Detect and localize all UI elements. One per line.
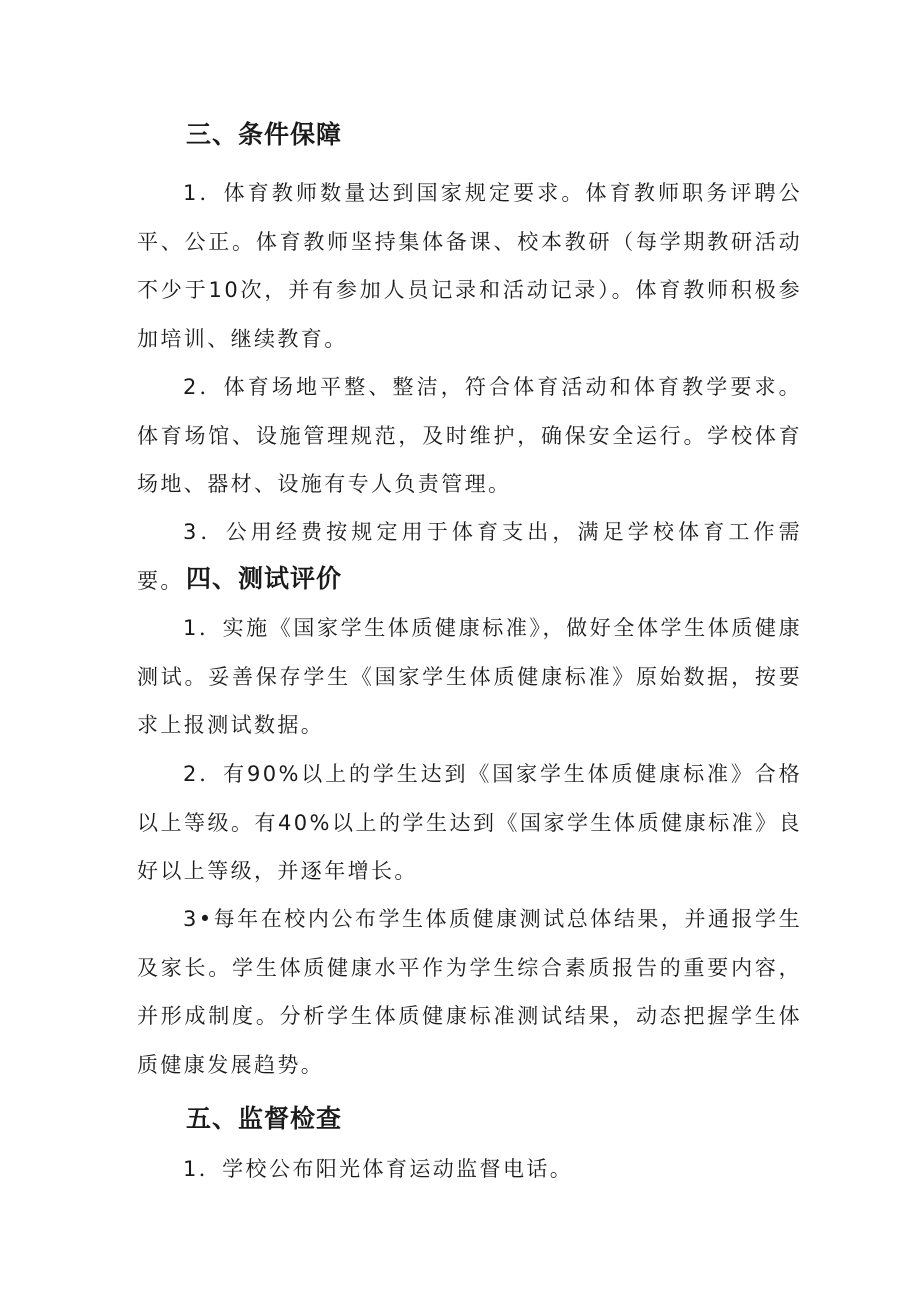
section-heading-testing: 四、测试评价 (186, 564, 343, 593)
paragraph-hotline: 1．学校公布阳光体育运动监督电话。 (183, 1157, 574, 1181)
paragraph-pass-rate: 2．有90%以上的学生达到《国家学生体质健康标准》合格以上等级。有40%以上的学生达到《国家学生体质健康标准》良好以上等级，并逐年增长。 (137, 762, 802, 883)
paragraph-publish-results: 3•每年在校内公布学生体质健康测试总体结果，并通报学生及家长。学生体质健康水平作为学生综合素质报告的重要内容，并形成制度。分析学生体质健康标准测试结果，动态把握学生体质健康发展趋势。 (137, 907, 802, 1077)
paragraph-facilities: 2．体育场地平整、整洁，符合体育活动和体育教学要求。体育场馆、设施管理规范，及时维护，确保安全运行。学校体育场地、器材、设施有专人负责管理。 (137, 375, 802, 496)
section-heading-conditions: 三、条件保障 (186, 120, 343, 149)
paragraph-funding: 3．公用经费按规定用于体育支出，满足学校体育工作需要。 (137, 520, 802, 593)
paragraph-teachers: 1．体育教师数量达到国家规定要求。体育教师职务评聘公平、公正。体育教师坚持集体备课、校本教研（每学期教研活动不少于10次，并有参加人员记录和活动记录）。体育教师积极参加培训、继续教育。 (137, 181, 802, 351)
section-heading-supervision: 五、监督检查 (186, 1104, 343, 1133)
paragraph-standard: 1．实施《国家学生体质健康标准》，做好全体学生体质健康测试。妥善保存学生《国家学生体质健康标准》原始数据，按要求上报测试数据。 (137, 616, 802, 737)
